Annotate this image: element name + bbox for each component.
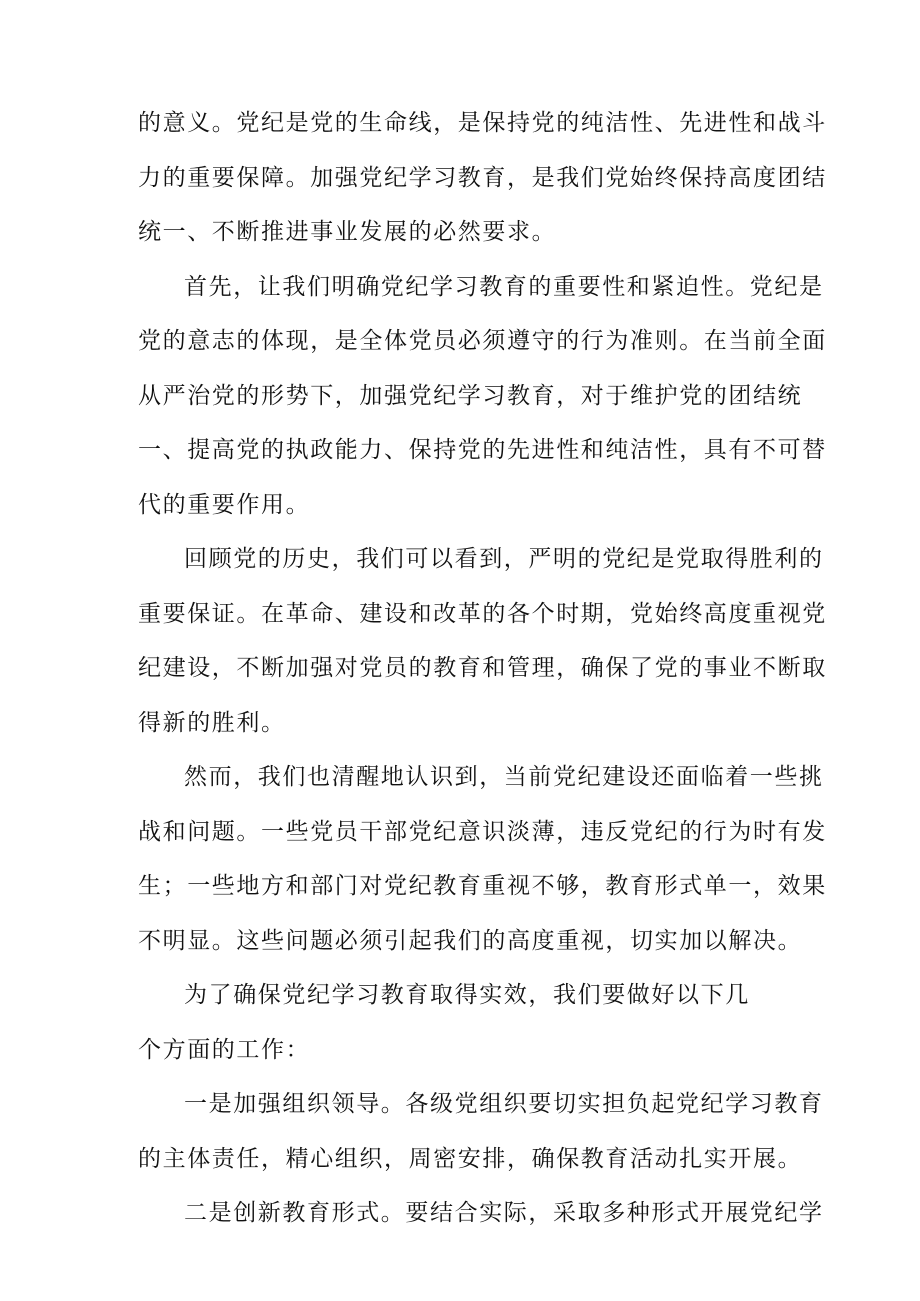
- paragraph-start-line: 然而，我们也清醒地认识到，当前党纪建设还面临着一些挑: [184, 764, 824, 790]
- text-line: 的意义。党纪是党的生命线，是保持党的纯洁性、先进性和战斗: [138, 110, 827, 136]
- text-line: 党的意志的体现，是全体党员必须遵守的行为准则。在当前全面: [138, 328, 827, 354]
- text-line: 统一、不断推进事业发展的必然要求。: [138, 219, 557, 245]
- paragraph-start-line: 回顾党的历史，我们可以看到，严明的党纪是党取得胜利的: [184, 546, 824, 572]
- text-line: 不明显。这些问题必须引起我们的高度重视，切实加以解决。: [138, 927, 803, 954]
- paragraph-start-line: 一是加强组织领导。各级党组织要切实担负起党纪学习教育: [184, 1091, 824, 1117]
- text-line: 战和问题。一些党员干部党纪意识淡薄，违反党纪的行为时有发: [138, 818, 827, 845]
- text-line: 力的重要保障。加强党纪学习教育，是我们党始终保持高度团结: [138, 164, 827, 191]
- text-line: 代的重要作用。: [138, 491, 311, 518]
- text-line: 得新的胜利。: [138, 709, 286, 736]
- paragraph-start-line: 二是创新教育形式。要结合实际，采取多种形式开展党纪学: [184, 1200, 824, 1226]
- text-line: 重要保证。在革命、建设和改革的各个时期，党始终高度重视党: [138, 600, 827, 627]
- body-text: [138, 96, 827, 1241]
- paragraph-start-line: 首先，让我们明确党纪学习教育的重要性和紧迫性。党纪是: [184, 273, 824, 300]
- text-line: 从严治党的形势下，加强党纪学习教育，对于维护党的团结统: [138, 382, 803, 409]
- text-line: 个方面的工作：: [138, 1036, 311, 1063]
- paragraph-start-line: 为了确保党纪学习教育取得实效，我们要做好以下几: [184, 982, 750, 1008]
- text-line: 一、提高党的执政能力、保持党的先进性和纯洁性，具有不可替: [138, 437, 827, 463]
- text-line: 纪建设，不断加强对党员的教育和管理，确保了党的事业不断取: [138, 655, 827, 681]
- text-line: 的主体责任，精心组织，周密安排，确保教育活动扎实开展。: [138, 1145, 803, 1172]
- text-line: 生；一些地方和部门对党纪教育重视不够，教育形式单一，效果: [138, 873, 827, 899]
